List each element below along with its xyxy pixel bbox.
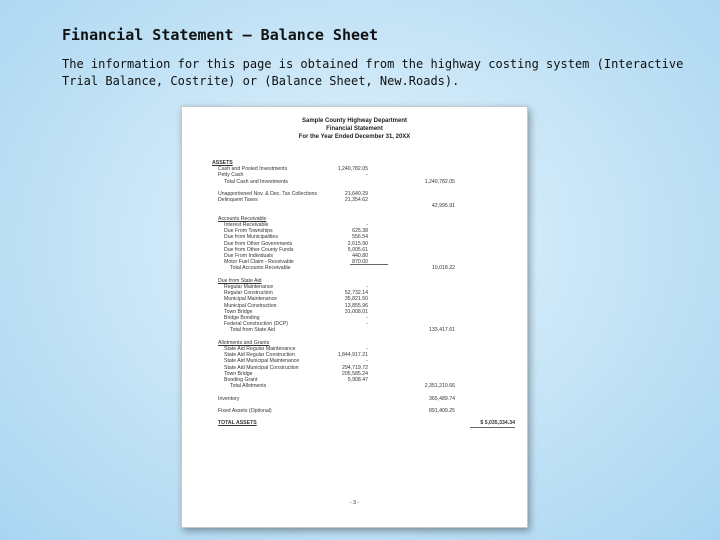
row-label: Regular Maintenance bbox=[224, 284, 274, 290]
row-label: Motor Fuel Claim - Receivable bbox=[224, 259, 294, 266]
row-label: Inventory bbox=[218, 395, 240, 402]
slide-body-text: The information for this page is obtained from the highway costing system (Interactive Trial Balance, Costrite) or (Balance Sheet, New.Roads). bbox=[62, 57, 684, 88]
row-value-v1: 440.80 bbox=[352, 253, 368, 259]
slide-title: Financial Statement – Balance Sheet bbox=[62, 26, 379, 44]
row-value-v1: 1,240,782.05 bbox=[337, 166, 368, 173]
row-label: Municipal Construction bbox=[224, 302, 277, 309]
row-value-v1: 21,354.62 bbox=[344, 197, 368, 204]
row-label: Due from Other Governments bbox=[224, 240, 293, 247]
subtotal-rule bbox=[350, 264, 388, 265]
row-value-v1: - bbox=[366, 346, 368, 352]
row-value-v2: 42,995.91 bbox=[431, 203, 455, 210]
row-label: Due from Other County Funds bbox=[224, 246, 294, 253]
row-label: State Aid Regular Construction bbox=[224, 352, 295, 359]
row-value-v1: 294,719.72 bbox=[342, 364, 368, 371]
row-value-v1: 2,615.90 bbox=[347, 240, 368, 247]
row-value-v1: 5,908.47 bbox=[347, 377, 368, 383]
row-label: State Aid Municipal Maintenance bbox=[224, 358, 300, 365]
row-label: Delinquent Taxes bbox=[218, 197, 258, 204]
page-number: - 3 - bbox=[349, 500, 360, 506]
row-label: TOTAL ASSETS bbox=[218, 420, 257, 427]
row-value-v1: 35,821.50 bbox=[344, 296, 368, 303]
row-value-v1: 556.54 bbox=[352, 234, 368, 241]
row-value-v1: - bbox=[366, 315, 368, 321]
row-label: Fixed Assets (Optional) bbox=[218, 408, 272, 414]
row-label: State Aid Municipal Construction bbox=[224, 364, 299, 371]
row-value-v3: $ 5,035,334.34 bbox=[480, 420, 515, 427]
document-header-line: For the Year Ended December 31, 20XX bbox=[298, 134, 411, 140]
row-label: State Aid Regular Maintenance bbox=[224, 346, 296, 352]
row-label: Town Bridge bbox=[224, 308, 253, 315]
row-label: Allotments and Grants bbox=[218, 339, 270, 346]
row-label: Due from Municipalities bbox=[224, 234, 278, 241]
row-value-v1: - bbox=[366, 284, 368, 290]
row-label: Due from State Aid bbox=[218, 277, 262, 284]
row-label: Federal Construction (DCP) bbox=[224, 321, 289, 328]
row-label: Due From Individuals bbox=[224, 253, 274, 259]
row-value-v1: 13,855.96 bbox=[344, 302, 368, 309]
row-value-v1: 205,585.24 bbox=[342, 370, 368, 377]
row-label: Bridge Bonding bbox=[224, 315, 260, 321]
document-header-line: Sample County Highway Department bbox=[301, 118, 408, 124]
row-label: Regular Construction bbox=[224, 290, 273, 297]
row-label: Unapportioned Nov. & Dec. Tax Collections bbox=[218, 191, 317, 197]
row-value-v1: 5,005.61 bbox=[347, 246, 368, 253]
row-label: Municipal Maintenance bbox=[224, 296, 278, 303]
row-label: Accounts Receivable bbox=[218, 215, 267, 222]
row-value-v1: 1,844,917.21 bbox=[337, 352, 368, 359]
row-value-v1: 52,732.14 bbox=[344, 290, 368, 297]
document-header bbox=[182, 117, 527, 141]
row-value-v2: 2,351,210.66 bbox=[424, 383, 455, 390]
row-value-v2: 891,409.25 bbox=[429, 408, 455, 414]
row-value-v2: 133,417.61 bbox=[429, 327, 455, 334]
balance-sheet-document bbox=[181, 106, 528, 528]
row-label: ASSETS bbox=[212, 160, 233, 166]
row-value-v2: 10,018.22 bbox=[431, 265, 455, 272]
row-value-v1: - bbox=[366, 172, 368, 179]
row-label: Cash and Pooled Investments bbox=[218, 166, 288, 173]
row-value-v2: 1,240,782.05 bbox=[424, 178, 455, 185]
row-label: Total Allotments bbox=[230, 383, 267, 390]
row-value-v1: - bbox=[366, 358, 368, 365]
document-header-line: Financial Statement bbox=[326, 126, 383, 132]
row-label: Total Cash and Investments bbox=[224, 178, 289, 185]
row-label: Bonding Grant bbox=[224, 377, 258, 383]
row-value-v1: 21,640.29 bbox=[344, 191, 368, 197]
row-value-v1: 31,008.01 bbox=[344, 308, 368, 315]
row-value-v1: - bbox=[366, 222, 368, 228]
row-value-v1: 625.38 bbox=[352, 228, 368, 235]
row-label: Town Bridge bbox=[224, 370, 253, 377]
row-value-v2: 365,489.74 bbox=[429, 395, 455, 402]
row-label: Total from State Aid bbox=[230, 327, 275, 334]
row-value-v1: 870.00 bbox=[352, 259, 368, 266]
row-label: Total Accounts Receivable bbox=[230, 265, 291, 272]
subtotal-rule bbox=[470, 427, 515, 428]
row-label: Petty Cash bbox=[218, 172, 244, 179]
row-value-v1: - bbox=[366, 321, 368, 328]
row-label: Due From Townships bbox=[224, 228, 273, 235]
row-label: Interest Receivable bbox=[224, 222, 269, 228]
